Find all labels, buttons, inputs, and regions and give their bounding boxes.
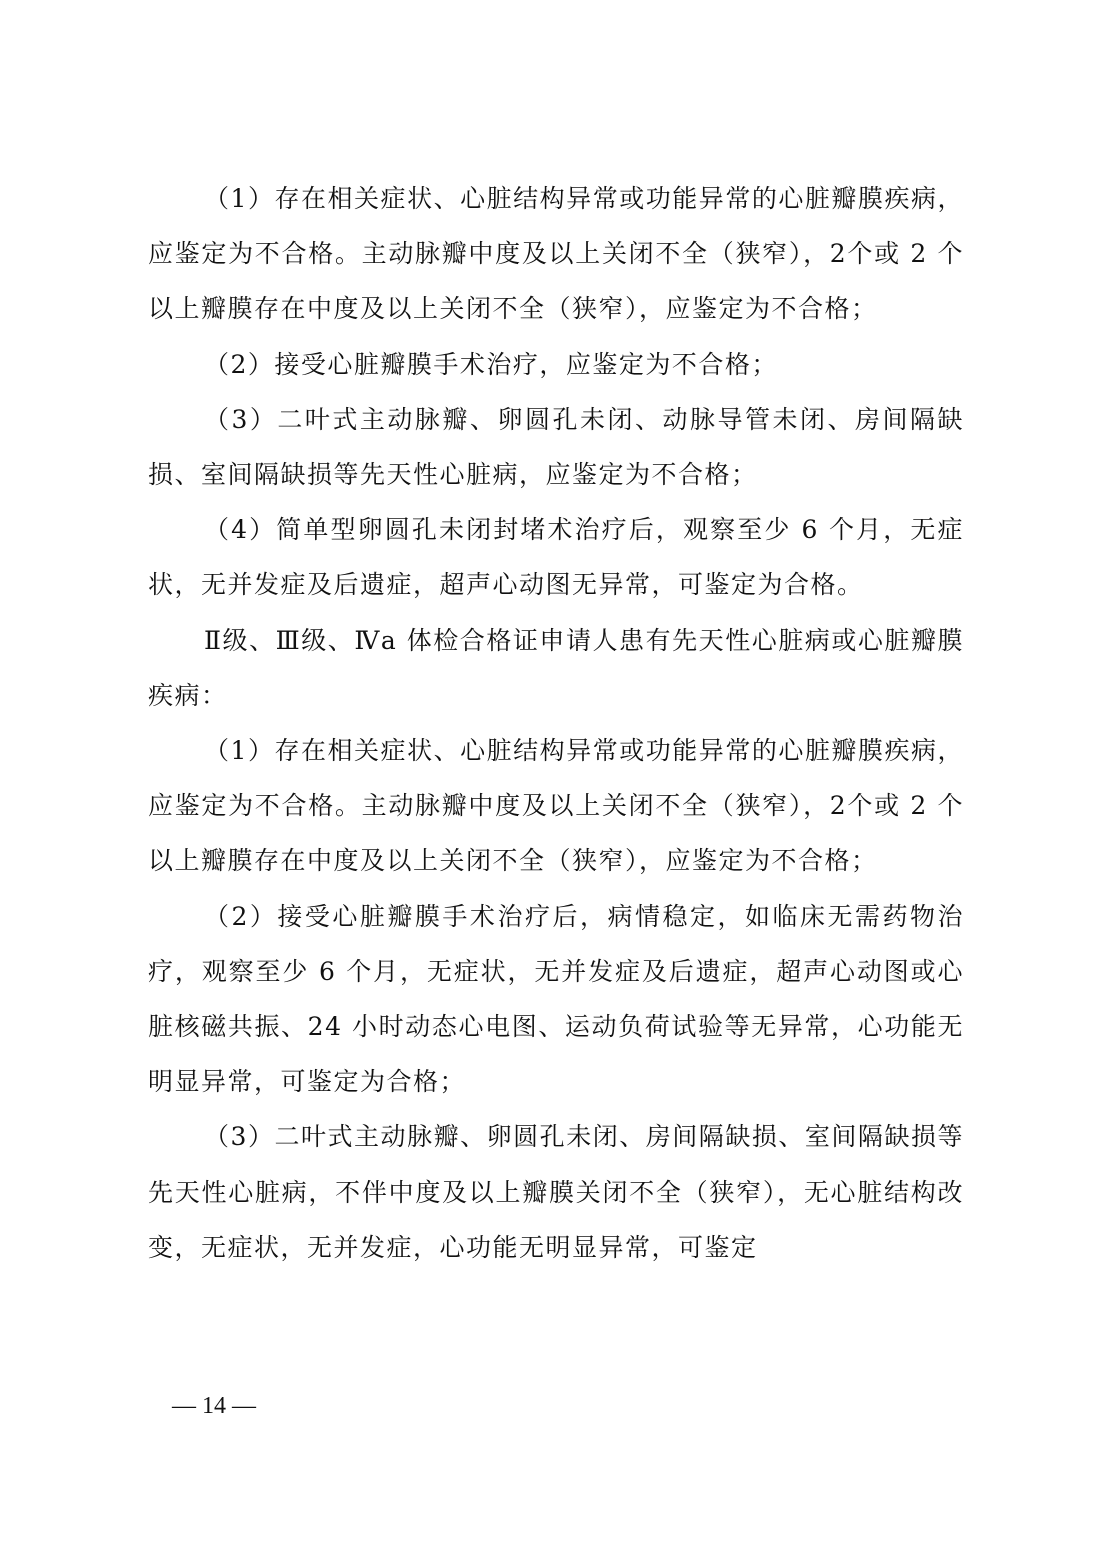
paragraph-pfo-closure-item-4: （4）简单型卵圆孔未闭封堵术治疗后，观察至少 6 个月，无症状，无并发症及后遗症，超声心动图无异常，可鉴定为合格。 [148,515,964,600]
paragraph-valve-disease-item-1-b: （1）存在相关症状、心脏结构异常或功能异常的心脏瓣膜疾病，应鉴定为不合格。主动脉瓣中度及以上关闭不全（狭窄），2个或 2 个以上瓣膜存在中度及以上关闭不全（狭窄），应鉴定为不合格； [148,736,964,876]
page-number: — 14 — [172,1393,256,1419]
paragraph-class-heading: Ⅱ级、Ⅲ级、Ⅳa 体检合格证申请人患有先天性心脏病或心脏瓣膜疾病： [148,625,964,710]
paragraph-congenital-item-3-b: （3）二叶式主动脉瓣、卵圆孔未闭、房间隔缺损、室间隔缺损等先天性心脏病，不伴中度及以上瓣膜关闭不全（狭窄），无心脏结构改变，无症状，无并发症，心功能无明显异常，可鉴定 [148,1122,964,1262]
paragraph-valve-surgery-item-2: （2）接受心脏瓣膜手术治疗，应鉴定为不合格； [204,349,778,379]
paragraph-valve-disease-item-1: （1）存在相关症状、心脏结构异常或功能异常的心脏瓣膜疾病，应鉴定为不合格。主动脉瓣中度及以上关闭不全（狭窄），2个或 2 个以上瓣膜存在中度及以上关闭不全（狭窄），应鉴定为不合格； [148,184,964,324]
document-body [148,171,964,1275]
paragraph-valve-surgery-item-2-b: （2）接受心脏瓣膜手术治疗后，病情稳定，如临床无需药物治疗，观察至少 6 个月，无症状，无并发症及后遗症，超声心动图或心脏核磁共振、24 小时动态心电图、运动负荷试验等无异常，心功能无明显异常，可鉴定为合格； [148,901,964,1097]
paragraph-congenital-item-3: （3）二叶式主动脉瓣、卵圆孔未闭、动脉导管未闭、房间隔缺损、室间隔缺损等先天性心脏病，应鉴定为不合格； [148,404,964,490]
